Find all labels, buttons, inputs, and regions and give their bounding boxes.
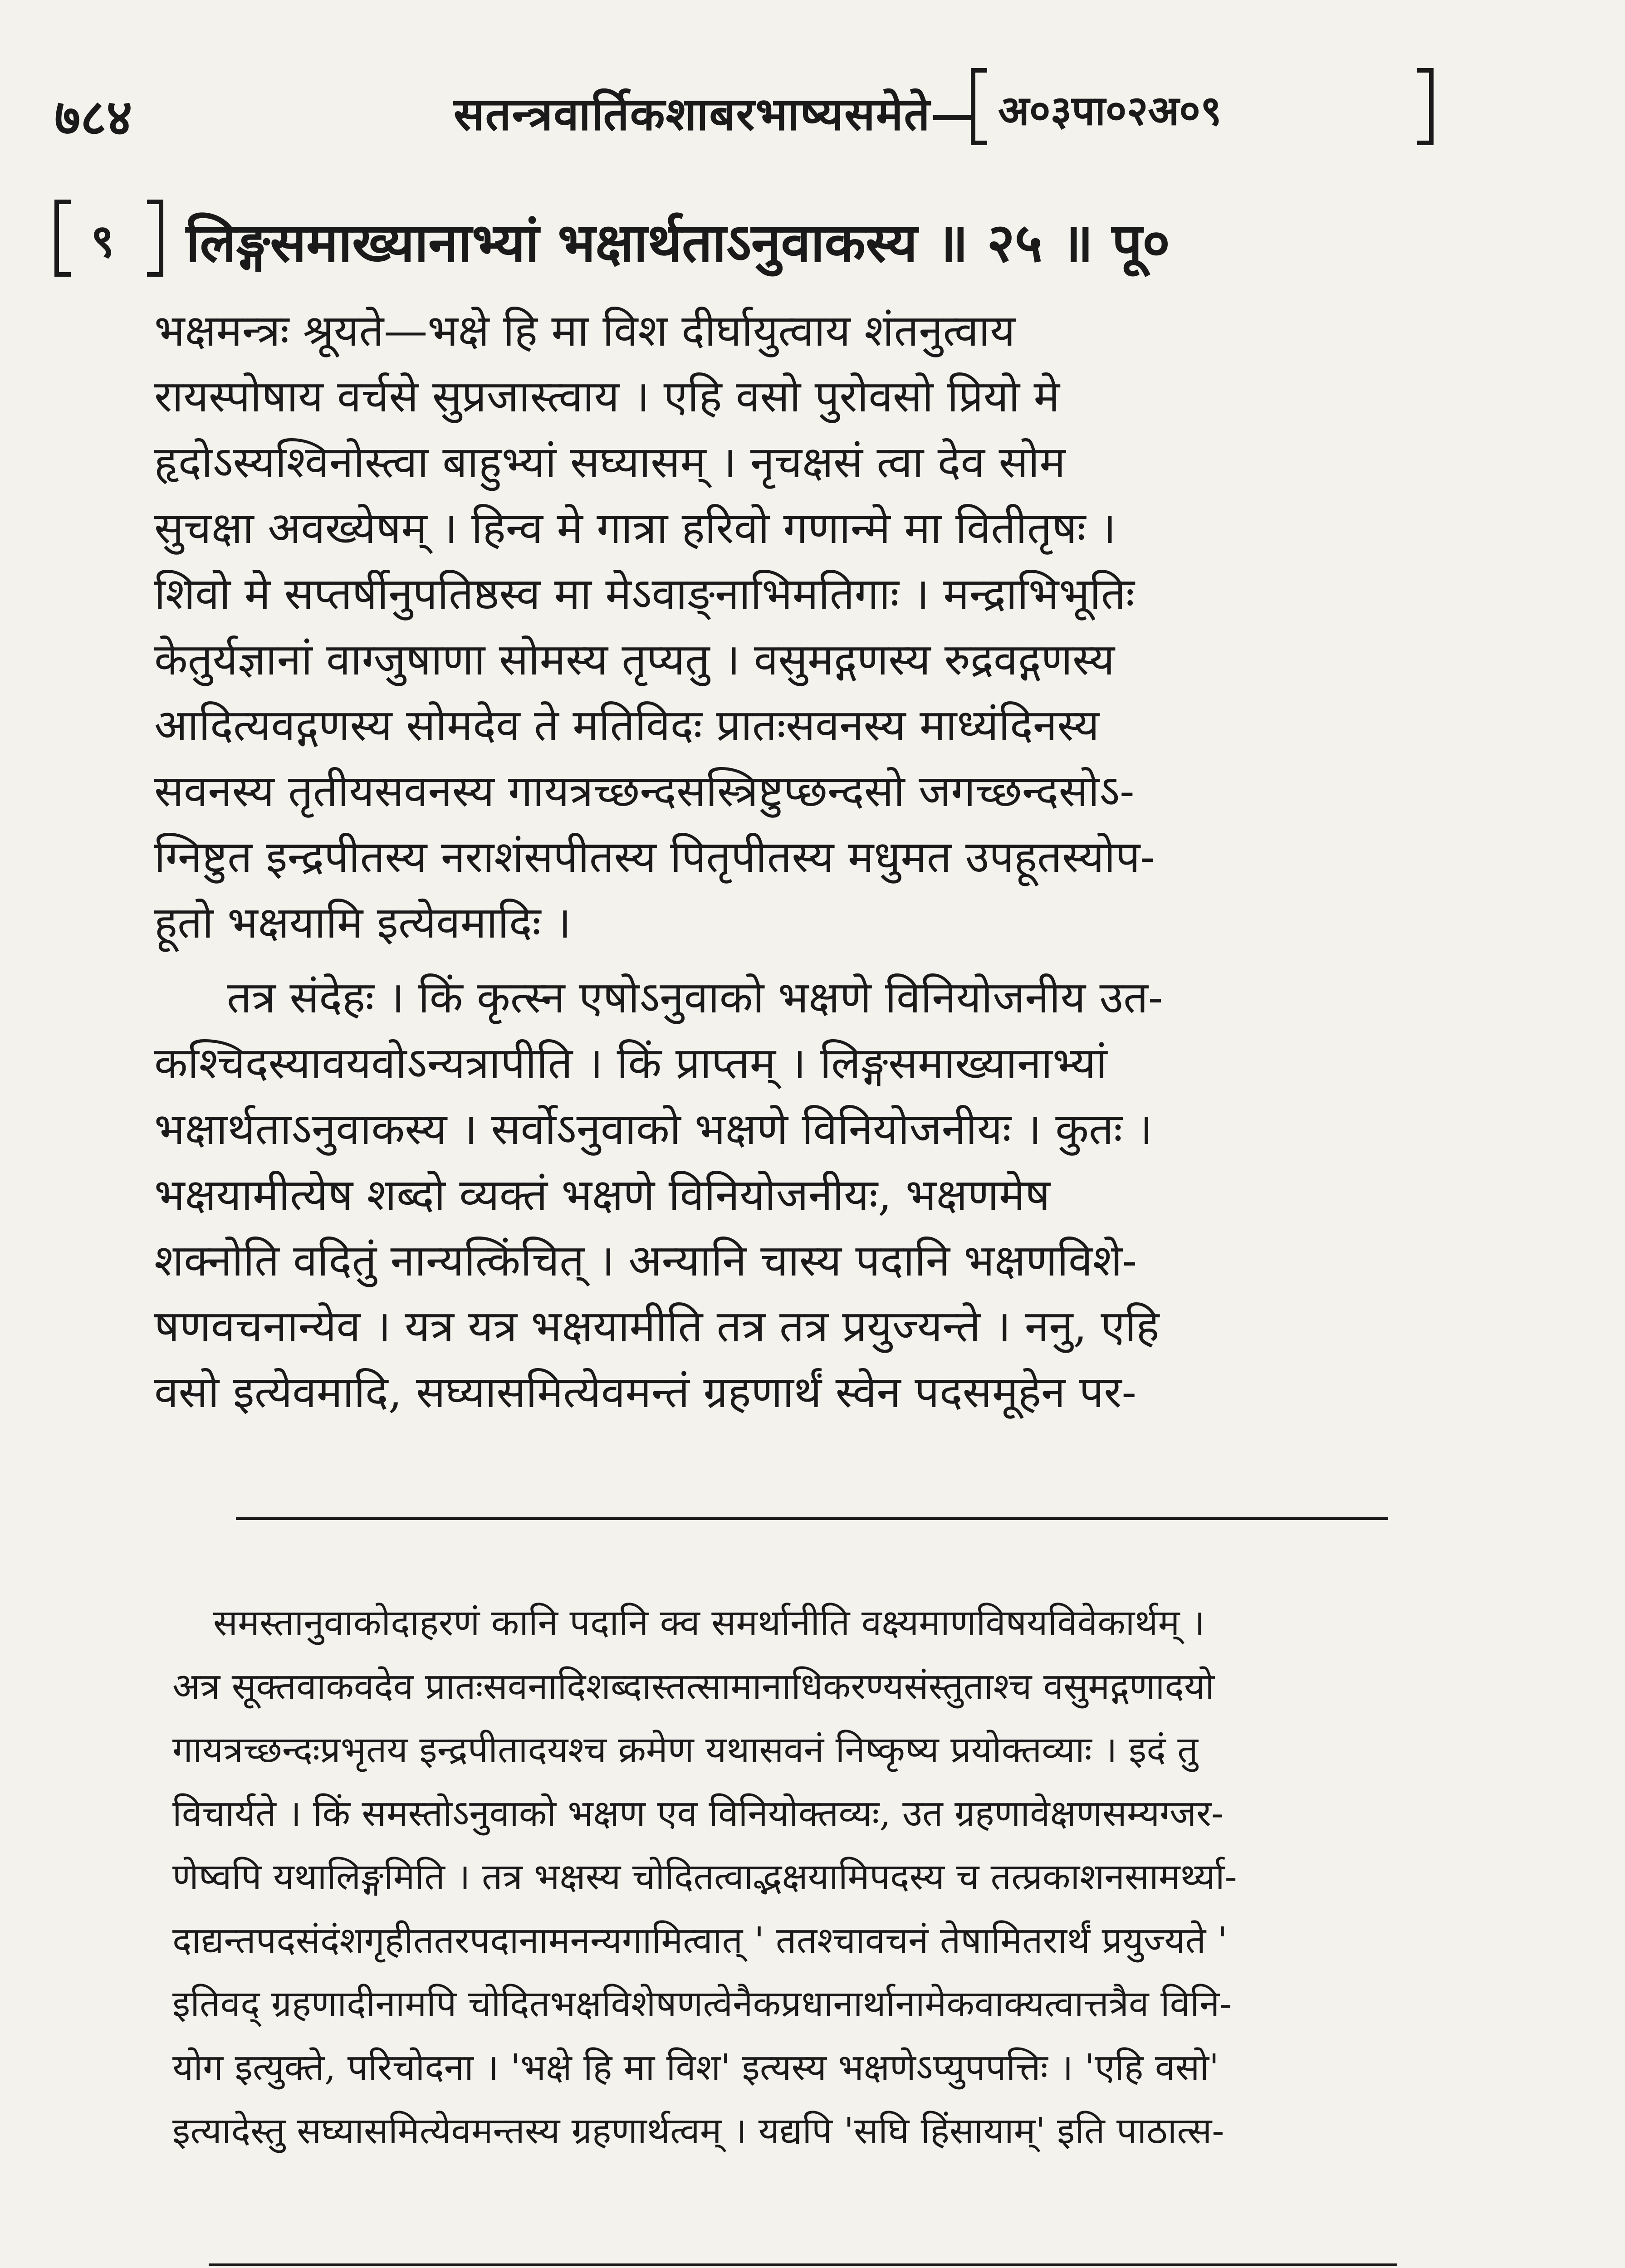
left-bracket — [971, 68, 987, 145]
main-line: वसो इत्येवमादि, सघ्यासमित्येवमन्तं ग्रहणार्थं स्वेन पदसमूहेन पर- — [154, 1367, 1136, 1418]
main-line: रायस्पोषाय वर्चसे सुप्रजास्त्वाय । एहि वसो पुरोवसो प्रियो मे — [154, 371, 1060, 422]
footnote-line: इत्यादेस्तु सघ्यासमित्येवमन्तस्य ग्रहणार्थत्वम् । यद्यपि 'सघि हिंसायाम्' इति पाठात्स- — [172, 2110, 1224, 2152]
adhikarana-number-text: ९ — [91, 214, 114, 268]
sutra-text: लिङ्गसमाख्यानाभ्यां भक्षार्थताऽनुवाकस्य ॥ २५ ॥ पू० — [186, 211, 1170, 274]
main-commentary — [154, 299, 1406, 1442]
main-line: हृदोऽस्यश्विनोस्त्वा बाहुभ्यां सघ्यासम् । नृचक्षसं त्वा देव सोम — [154, 437, 1066, 488]
main-line: आदित्यवद्गणस्य सोमदेव ते मतिविदः प्रातःसवनस्य माध्यंदिनस्य — [154, 700, 1100, 751]
main-line: तत्र संदेहः । किं कृत्स्न एषोऽनुवाको भक्षणे विनियोजनीय उत- — [227, 972, 1163, 1023]
right-bracket — [1417, 68, 1434, 145]
running-title: सतन्त्रवार्तिकशाबरभाष्यसमेते— — [454, 87, 977, 141]
main-line: केतुर्यज्ञानां वाग्जुषाणा सोमस्य तृप्यतु । वसुमद्गणस्य रुद्रवद्गणस्य — [154, 634, 1115, 685]
section-reference — [971, 68, 1434, 145]
running-header — [54, 68, 1415, 150]
right-bracket — [147, 200, 163, 277]
footnote-rule — [209, 2263, 1397, 2266]
main-line: षणवचनान्येव । यत्र यत्र भक्षयामीति तत्र तत्र प्रयुज्यन्ते । ननु, एहि — [154, 1301, 1160, 1352]
main-line: भक्षार्थताऽनुवाकस्य । सर्वोऽनुवाको भक्षणे विनियोजनीयः । कुतः । — [154, 1104, 1153, 1154]
footnote-line: अत्र सूक्तवाकवदेव प्रातःसवनादिशब्दास्तत्सामानाधिकरण्यसंस्तुताश्च वसुमद्गणादयो — [172, 1665, 1215, 1707]
footnote-line: इतिवद् ग्रहणादीनामपि चोदितभक्षविशेषणत्वेनैकप्रधानार्थानामेकवाक्यत्वात्तत्रैव विनि- — [172, 1983, 1232, 2025]
adhikarana-number — [54, 200, 163, 277]
footnote-commentary — [172, 1597, 1406, 2223]
footnote-line: समस्तानुवाकोदाहरणं कानि पदानि क्व समर्थानीति वक्ष्यमाणविषयविवेकार्थम् । — [213, 1602, 1205, 1644]
main-line: ग्निष्टुत इन्द्रपीतस्य नराशंसपीतस्य पितृपीतस्य मधुमत उपहूतस्योप- — [154, 831, 1155, 882]
main-line: हूतो भक्षयामि इत्येवमादिः । — [154, 897, 572, 948]
footnote-line: गायत्रच्छन्दःप्रभृतय इन्द्रपीतादयश्च क्रमेण यथासवनं निष्कृष्य प्रयोक्तव्याः । इदं तु — [172, 1729, 1198, 1771]
main-line: कश्चिदस्यावयवोऽन्यत्रापीति । किं प्राप्तम् । लिङ्गसमाख्यानाभ्यां — [154, 1038, 1107, 1089]
main-line: भक्षमन्त्रः श्रूयते—भक्षे हि मा विश दीर्घायुत्वाय शंतनुत्वाय — [154, 305, 1015, 356]
page-number: ७८४ — [54, 88, 132, 147]
sutra-heading — [54, 186, 1415, 286]
main-line: सवनस्य तृतीयसवनस्य गायत्रच्छन्दसस्त्रिष्टुप्छन्दसो जगच्छन्दसोऽ- — [154, 766, 1135, 816]
footnote-line: णेष्वपि यथालिङ्गमिति । तत्र भक्षस्य चोदितत्वाद्भक्षयामिपदस्य च तत्प्रकाशनसामर्थ्या- — [172, 1856, 1237, 1898]
divider-rule — [236, 1517, 1388, 1520]
section-reference-text: अ०३पा०२अ०९ — [998, 87, 1222, 135]
footnote-line: योग इत्युक्ते, परिचोदना । 'भक्षे हि मा विश' इत्यस्य भक्षणेऽप्युपपत्तिः । 'एहि वसो' — [172, 2046, 1219, 2088]
main-line: शिवो मे सप्तर्षीनुपतिष्ठस्व मा मेऽवाङ्नाभिमतिगाः । मन्द्राभिभूतिः — [154, 568, 1135, 619]
main-line: शक्नोति वदितुं नान्यत्किंचित् । अन्यानि चास्य पदानि भक्षणविशे- — [154, 1235, 1137, 1286]
main-line: सुचक्षा अवख्येषम् । हिन्व मे गात्रा हरिवो गणान्मे मा वितीतृषः । — [154, 503, 1116, 553]
footnote-line: विचार्यते । किं समस्तोऽनुवाको भक्षण एव विनियोक्तव्यः, उत ग्रहणावेक्षणसम्यग्जर- — [172, 1792, 1224, 1834]
main-line: भक्षयामीत्येष शब्दो व्यक्तं भक्षणे विनियोजनीयः, भक्षणमेष — [154, 1169, 1050, 1220]
left-bracket — [54, 200, 71, 277]
footnote-line: दाद्यन्तपदसंदंशगृहीततरपदानामनन्यगामित्वात् ' ततश्चावचनं तेषामितरार्थं प्रयुज्यते ' — [172, 1919, 1228, 1961]
